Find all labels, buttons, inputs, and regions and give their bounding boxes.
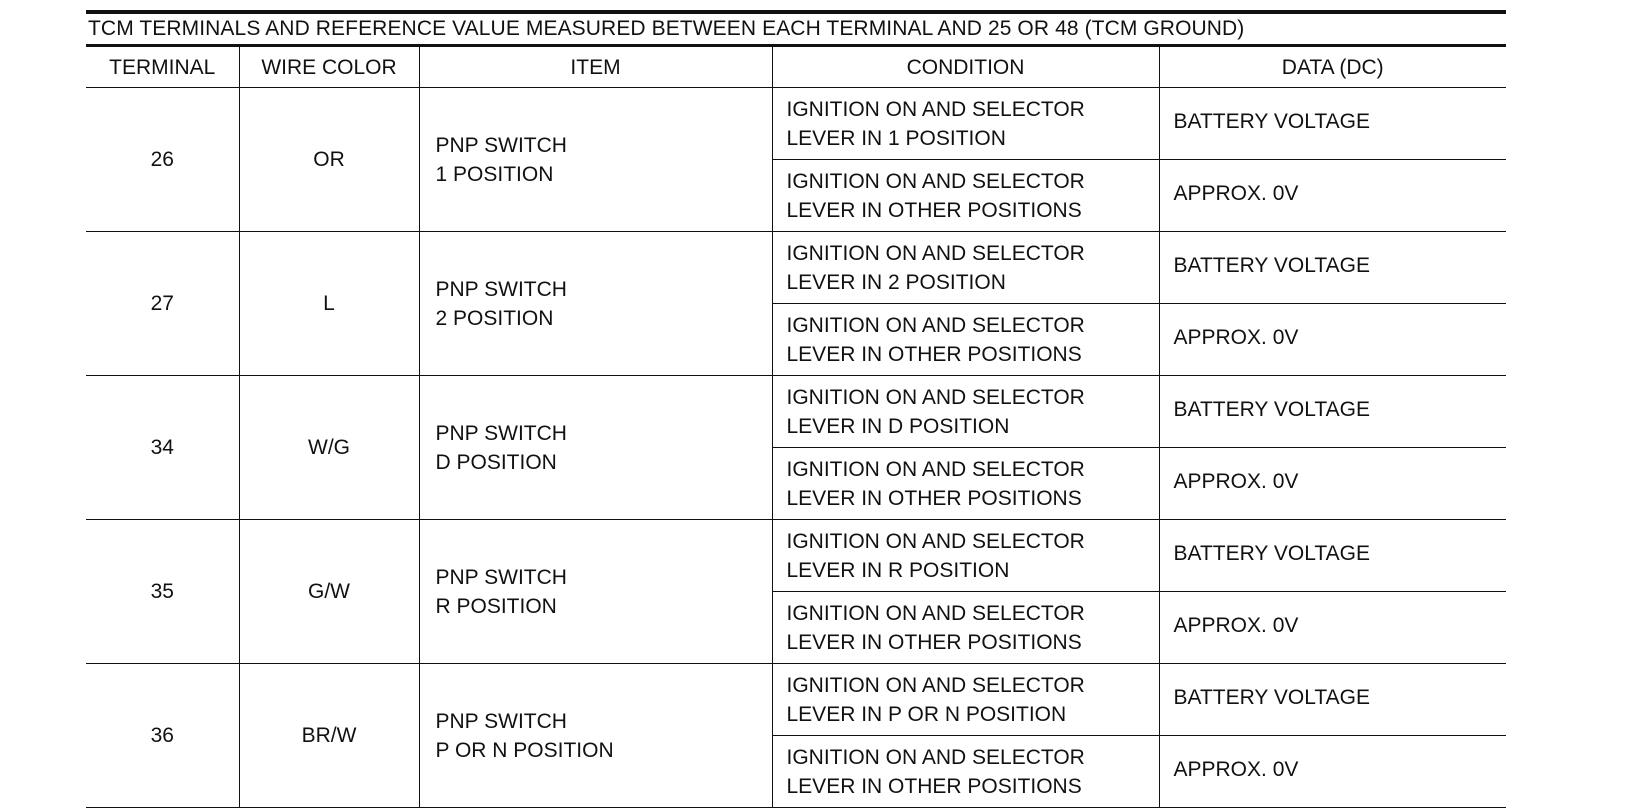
header-item: ITEM [419,47,772,88]
condition-line: LEVER IN OTHER POSITIONS [786,486,1082,510]
condition-line: LEVER IN OTHER POSITIONS [786,198,1082,222]
condition-cell [772,520,1159,592]
condition-line: LEVER IN OTHER POSITIONS [786,342,1082,366]
item-line: D POSITION [435,450,557,474]
condition-cell [772,736,1159,808]
table-row [86,88,1506,160]
item-line: R POSITION [435,594,557,618]
condition-line: IGNITION ON AND SELECTOR [786,313,1085,337]
item-line: PNP SWITCH [435,565,567,589]
item-line: PNP SWITCH [435,277,567,301]
wire-color-cell: BR/W [239,664,419,808]
data-cell: APPROX. 0V [1159,736,1506,808]
table-row [86,664,1506,736]
condition-line: IGNITION ON AND SELECTOR [786,97,1085,121]
table-row [86,232,1506,304]
terminal-cell: 36 [86,664,239,808]
item-cell [419,664,772,808]
condition-line: IGNITION ON AND SELECTOR [786,745,1085,769]
condition-line: LEVER IN OTHER POSITIONS [786,774,1082,798]
data-cell: APPROX. 0V [1159,160,1506,232]
header-condition: CONDITION [772,47,1159,88]
item-line: PNP SWITCH [435,133,567,157]
condition-cell [772,376,1159,448]
item-cell [419,232,772,376]
wire-color-cell: OR [239,88,419,232]
condition-line: LEVER IN 2 POSITION [786,270,1006,294]
condition-line: LEVER IN D POSITION [786,414,1010,438]
tcm-terminal-table [86,47,1506,808]
table-row [86,520,1506,592]
item-cell [419,88,772,232]
condition-line: IGNITION ON AND SELECTOR [786,241,1085,265]
table-caption: TCM TERMINALS AND REFERENCE VALUE MEASURED BETWEEN EACH TERMINAL AND 25 OR 48 (TCM GROUND) [86,14,1506,47]
condition-cell [772,592,1159,664]
condition-cell [772,664,1159,736]
data-cell: BATTERY VOLTAGE [1159,232,1506,304]
item-line: PNP SWITCH [435,421,567,445]
header-data: DATA (DC) [1159,47,1506,88]
wire-color-cell: L [239,232,419,376]
table-row [86,376,1506,448]
condition-line: LEVER IN OTHER POSITIONS [786,630,1082,654]
wire-color-cell: W/G [239,376,419,520]
header-row [86,47,1506,88]
item-line: P OR N POSITION [435,738,614,762]
condition-line: LEVER IN R POSITION [786,558,1010,582]
condition-line: IGNITION ON AND SELECTOR [786,673,1085,697]
item-line: 1 POSITION [435,162,554,186]
condition-cell [772,448,1159,520]
condition-cell [772,304,1159,376]
data-cell: APPROX. 0V [1159,592,1506,664]
header-terminal: TERMINAL [86,47,239,88]
condition-cell [772,232,1159,304]
condition-line: IGNITION ON AND SELECTOR [786,169,1085,193]
wire-color-cell: G/W [239,520,419,664]
data-cell: BATTERY VOLTAGE [1159,88,1506,160]
header-wire-color: WIRE COLOR [239,47,419,88]
data-cell: BATTERY VOLTAGE [1159,376,1506,448]
terminal-cell: 26 [86,88,239,232]
table-body [86,88,1506,808]
condition-line: IGNITION ON AND SELECTOR [786,457,1085,481]
condition-line: IGNITION ON AND SELECTOR [786,385,1085,409]
data-cell: BATTERY VOLTAGE [1159,664,1506,736]
item-line: 2 POSITION [435,306,554,330]
terminal-cell: 27 [86,232,239,376]
tcm-terminal-reference-document [86,10,1506,808]
condition-cell [772,160,1159,232]
item-line: PNP SWITCH [435,709,567,733]
data-cell: BATTERY VOLTAGE [1159,520,1506,592]
condition-line: IGNITION ON AND SELECTOR [786,529,1085,553]
terminal-cell: 34 [86,376,239,520]
item-cell [419,520,772,664]
condition-line: IGNITION ON AND SELECTOR [786,601,1085,625]
data-cell: APPROX. 0V [1159,448,1506,520]
item-cell [419,376,772,520]
data-cell: APPROX. 0V [1159,304,1506,376]
terminal-cell: 35 [86,520,239,664]
condition-cell [772,88,1159,160]
condition-line: LEVER IN 1 POSITION [786,126,1006,150]
condition-line: LEVER IN P OR N POSITION [786,702,1067,726]
